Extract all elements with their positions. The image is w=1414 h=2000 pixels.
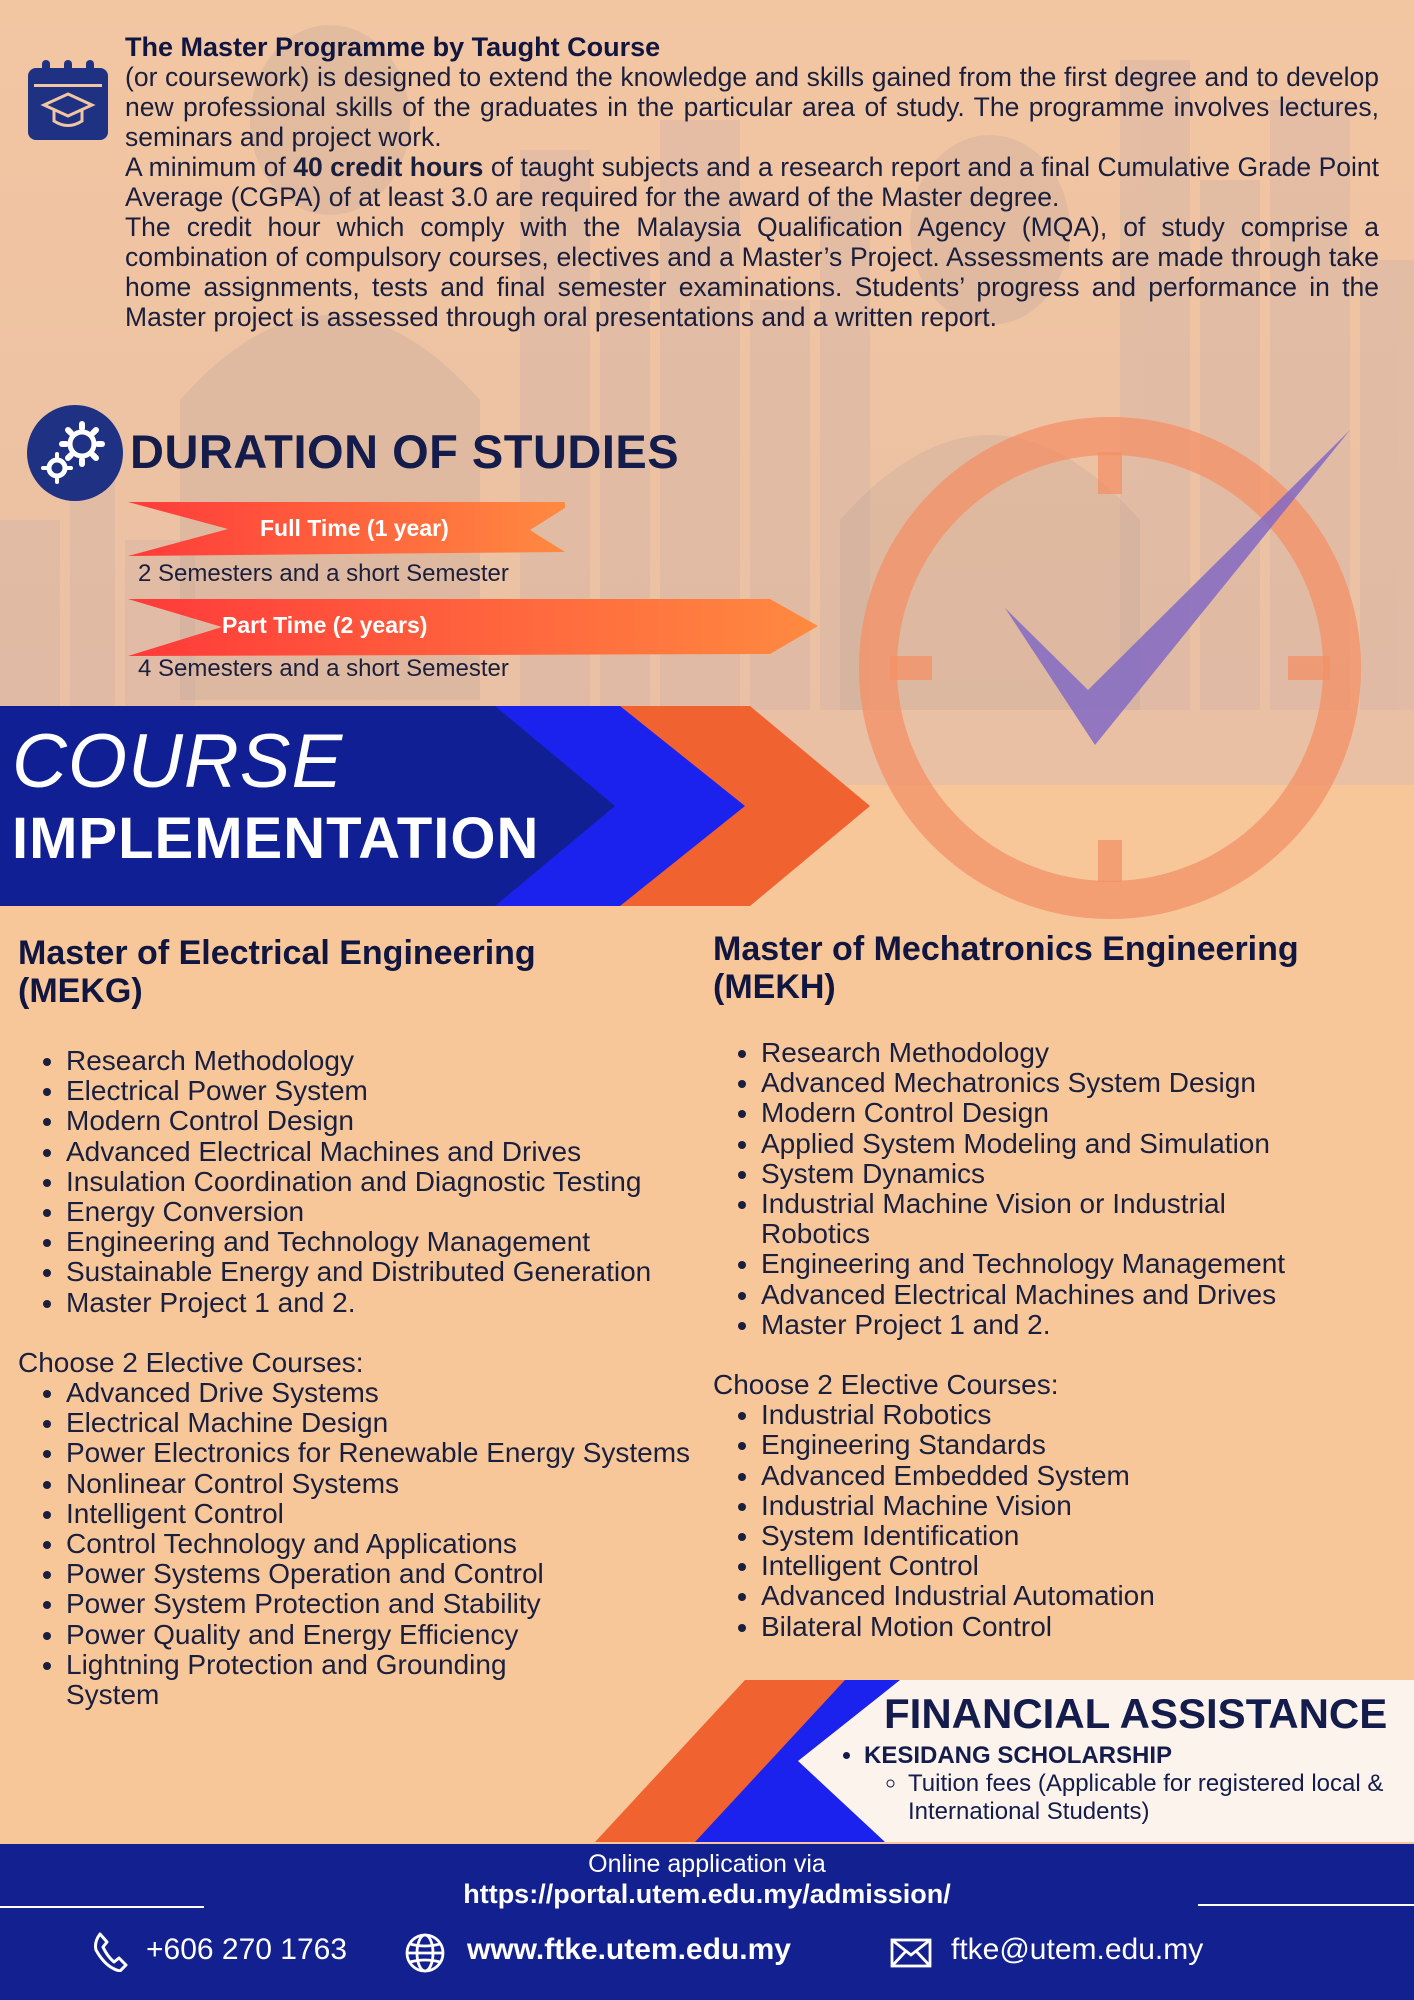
globe-icon: [404, 1932, 446, 1974]
list-item: • Power Systems Operation and Control: [66, 1559, 698, 1589]
footer-divider-left: [0, 1906, 204, 1908]
portal-link[interactable]: https://portal.utem.edu.my/admission/: [463, 1879, 951, 1909]
duration-title: DURATION OF STUDIES: [130, 425, 680, 478]
mekh-title-line2: (MEKH): [713, 968, 836, 1006]
financial-title: FINANCIAL ASSISTANCE: [884, 1690, 1388, 1737]
list-item: • Engineering and Technology Management: [66, 1227, 698, 1257]
list-item: • System Dynamics: [761, 1159, 1403, 1189]
list-item: • System Identification: [761, 1521, 1403, 1551]
scholarship-detail: ◦ Tuition fees (Applicable for registered local & International Students): [908, 1770, 1410, 1826]
list-item: • Industrial Machine Vision: [761, 1491, 1403, 1521]
list-item: • Bilateral Motion Control: [761, 1612, 1403, 1642]
list-item: • Energy Conversion: [66, 1197, 698, 1227]
full-time-label: Full Time (1 year): [260, 515, 449, 541]
list-item: • Modern Control Design: [66, 1106, 698, 1136]
intro-paragraph-1: (or coursework) is designed to extend the knowledge and skills gained from the first degree and to develop new professional skills of the graduates in the particular area of study. The programme involves lectures, seminars and project work.: [125, 62, 1379, 152]
list-item: • Power System Protection and Stability: [66, 1589, 698, 1619]
banner-course: COURSE: [12, 719, 344, 804]
list-item: • Modern Control Design: [761, 1098, 1403, 1128]
mekg-programme: [18, 934, 698, 1710]
list-item: • Advanced Industrial Automation: [761, 1581, 1403, 1611]
gears-icon: [26, 404, 124, 502]
mekh-core-list: [713, 1038, 1403, 1340]
mekg-title-line1: Master of Electrical Engineering: [18, 934, 536, 972]
phone-icon: [92, 1932, 128, 1972]
footer-divider-right: [1198, 1904, 1414, 1906]
intro-paragraph-3: The credit hour which comply with the Malaysia Qualification Agency (MQA), of study comprise a combination of compulsory courses, electives and a Master’s Project. Assessments are made through take home assignments, tests and final semester examinations. Students’ progress and performance in the Master project is assessed through oral presentations and a written report.: [125, 212, 1379, 332]
scholarship-name: KESIDANG SCHOLARSHIP: [864, 1742, 1173, 1769]
calendar-graduation-icon: [26, 58, 110, 142]
part-time-label: Part Time (2 years): [222, 612, 428, 638]
list-item: • Intelligent Control: [761, 1551, 1403, 1581]
list-item: • Sustainable Energy and Distributed Generation: [66, 1257, 698, 1287]
list-item: • Industrial Machine Vision or Industrial Robotics: [761, 1189, 1321, 1249]
mekh-programme: [713, 930, 1403, 1642]
intro-p2-post: of taught subjects and a research report and a final Cumulative Grade Point Average (CGPA) of at least 3.0 are required for the award of the Master degree.: [125, 152, 1380, 212]
list-item: • Power Quality and Energy Efficiency: [66, 1620, 698, 1650]
banner-implementation: IMPLEMENTATION: [12, 806, 540, 871]
email-link[interactable]: ftke@utem.edu.my: [951, 1933, 1204, 1966]
list-item: • Power Electronics for Renewable Energy Systems: [66, 1438, 698, 1468]
list-item: • Advanced Electrical Machines and Drives: [66, 1137, 698, 1167]
list-item: • Research Methodology: [66, 1046, 698, 1076]
website-link[interactable]: www.ftke.utem.edu.my: [467, 1933, 791, 1966]
mekh-elective-heading: Choose 2 Elective Courses:: [713, 1369, 1059, 1401]
mekh-elective-list: [713, 1400, 1403, 1642]
list-item: • Control Technology and Applications: [66, 1529, 698, 1559]
intro-p2-pre: A minimum of: [125, 152, 286, 182]
list-item: • Insulation Coordination and Diagnostic Testing: [66, 1167, 698, 1197]
financial-list: [840, 1742, 1410, 1826]
mekg-elective-heading: Choose 2 Elective Courses:: [18, 1346, 364, 1378]
phone-number[interactable]: +606 270 1763: [146, 1933, 348, 1966]
mekg-core-list: [18, 1046, 698, 1318]
intro-paragraph-2: [125, 152, 1379, 212]
mekg-elective-list: [18, 1378, 698, 1710]
list-item: • Nonlinear Control Systems: [66, 1469, 698, 1499]
intro-title: The Master Programme by Taught Course: [125, 32, 661, 62]
scholarship-item: [864, 1742, 1410, 1826]
list-item: • Master Project 1 and 2.: [66, 1288, 698, 1318]
list-item: • Advanced Embedded System: [761, 1461, 1403, 1491]
list-item: • Applied System Modeling and Simulation: [761, 1129, 1403, 1159]
intro-section: [125, 32, 1379, 332]
mail-icon: [890, 1938, 932, 1968]
list-item: • Engineering and Technology Management: [761, 1249, 1403, 1279]
list-item: • Research Methodology: [761, 1038, 1403, 1068]
list-item: • Advanced Drive Systems: [66, 1378, 698, 1408]
list-item: • Electrical Power System: [66, 1076, 698, 1106]
mekg-title-line2: (MEKG): [18, 972, 143, 1010]
list-item: • Lightning Protection and Grounding System: [66, 1650, 606, 1710]
list-item: • Intelligent Control: [66, 1499, 698, 1529]
list-item: • Industrial Robotics: [761, 1400, 1403, 1430]
list-item: • Advanced Electrical Machines and Drives: [761, 1280, 1403, 1310]
list-item: • Electrical Machine Design: [66, 1408, 698, 1438]
list-item: • Master Project 1 and 2.: [761, 1310, 1403, 1340]
online-application-label: Online application via: [588, 1850, 826, 1878]
credit-hours-highlight: 40 credit hours: [293, 152, 484, 182]
list-item: • Advanced Mechatronics System Design: [761, 1068, 1403, 1098]
list-item: • Engineering Standards: [761, 1430, 1403, 1460]
full-time-detail: 2 Semesters and a short Semester: [138, 560, 509, 587]
part-time-detail: 4 Semesters and a short Semester: [138, 655, 509, 682]
mekh-title-line1: Master of Mechatronics Engineering: [713, 930, 1299, 968]
